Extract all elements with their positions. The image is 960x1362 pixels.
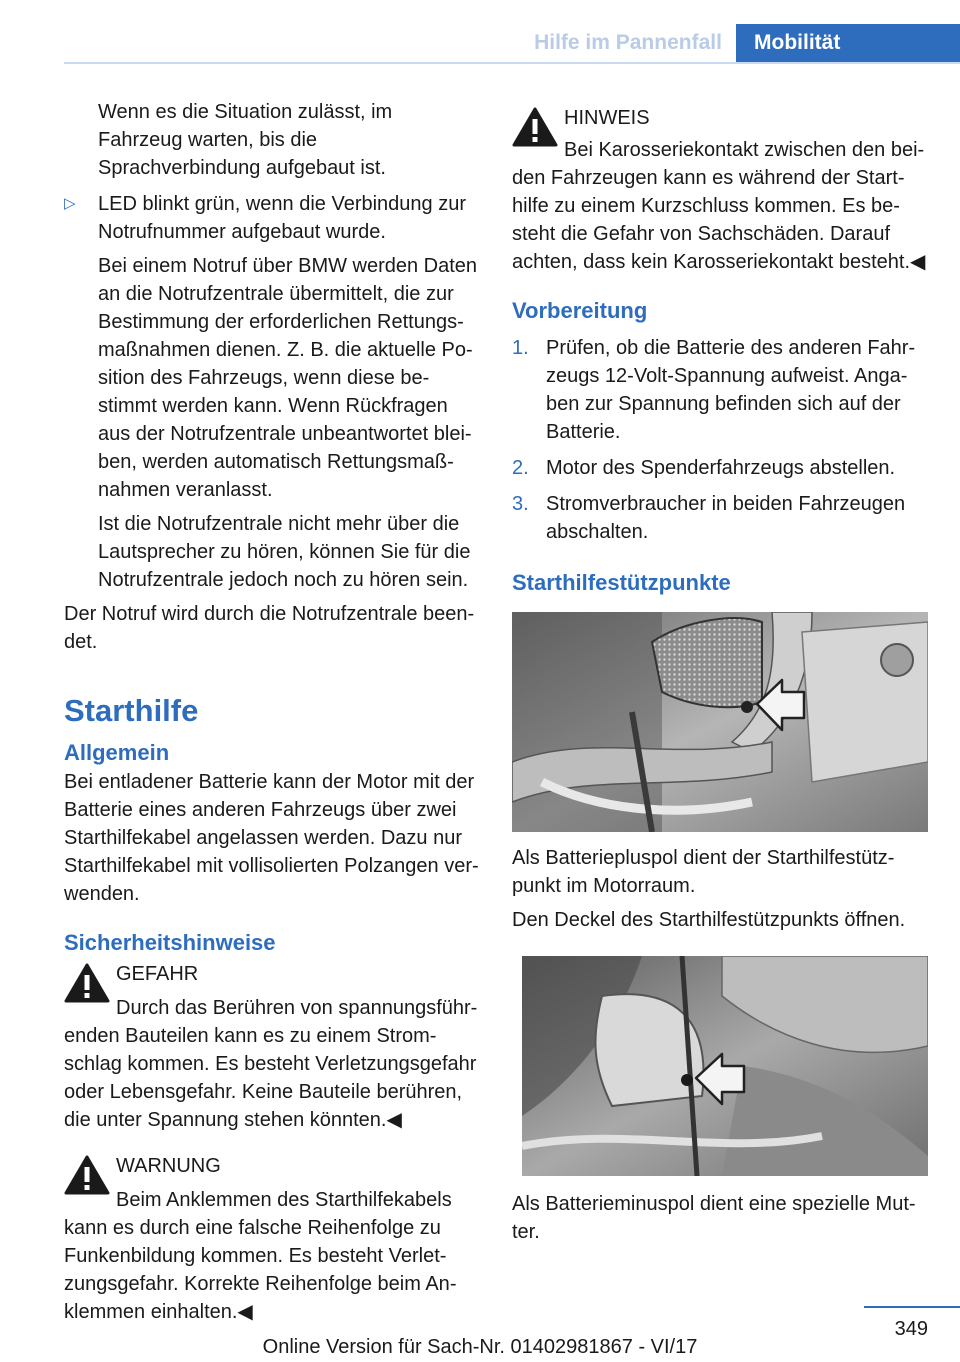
danger-text: Durch das Berühren von spannungsführenden Bauteilen kann es zu einem Stromschlag kommen. Es besteht Verletzungsgefahr oder Lebensgefahr. Keine Bauteile berühren, die unter Spannung stehen könnten.◀ [64,997,478,1131]
warning-triangle-icon [512,106,564,164]
section-heading-starthilfe: Starthilfe [64,693,199,728]
header-rule [64,62,960,64]
note-notice [512,104,928,276]
photo-caption-open-cover: Den Deckel des Starthilfestützpunkts öffnen. [512,909,906,931]
warning-triangle-icon [64,1154,116,1212]
warning-triangle-icon [64,962,116,1020]
note-text: Bei Karosseriekontakt zwischen den beiden Fahrzeugen kann es während der Starthilfe zu einem Kurzschluss kommen. Es besteht die Gefahr von Sachschäden. Darauf achten, dass kein Karosseriekontakt besteht.◀ [512,139,926,273]
list-item-text: LED blinkt grün, wenn die Verbindung zur Notrufnummer aufgebaut wurde. [98,193,467,243]
list-item-paragraph: Ist die Notrufzentrale nicht mehr über die Lautsprecher zu hören, können Sie für die Notrufzentrale jedoch noch zu hören sein. [98,513,471,591]
step-number: 1. [512,337,529,359]
step-text: Motor des Spenderfahrzeugs abstellen. [546,457,896,479]
paragraph: Der Notruf wird durch die Notrufzentrale beendet. [64,603,475,653]
paragraph-continued: Wenn es die Situation zulässt, im Fahrzeug warten, bis die Sprachverbindung aufgebaut ist. [98,101,393,179]
photo-caption-negative: Als Batterieminuspol dient eine spezielle Mutter. [512,1193,916,1243]
list-item [512,490,928,546]
danger-notice [64,960,480,1134]
danger-label: GEFAHR [116,963,199,985]
step-number: 2. [512,457,529,479]
list-item-paragraph: Bei einem Notruf über BMW werden Daten an die Notrufzentrale übermittelt, die zur Bestimmung der erforderlichen Rettungsmaßnahmen dienen. Z. B. die aktuelle Position des Fahrzeugs, wenn diese bestimmt werden kann. Wenn Rückfragen aus der Notrufzentrale unbeantwortet bleiben, werden automatisch Rettungsmaßnahmen veranlasst. [98,255,478,501]
list-item [512,454,928,482]
header-chapter-tab[interactable]: Mobilität [736,24,960,62]
subheading-preparation: Vorbereitung [512,298,648,323]
step-text: Stromverbraucher in beiden Fahrzeugen abschalten. [546,493,906,543]
warning-text: Beim Anklemmen des Starthilfekabels kann es durch eine falsche Reihenfolge zu Funkenbildung kommen. Es besteht Verletzungsgefahr. Korrekte Reihenfolge beim Anklemmen einhalten.◀ [64,1189,457,1323]
footer-rule [864,1306,960,1308]
list-item [512,334,928,446]
warning-notice [64,1152,480,1326]
header-section-tab[interactable]: Hilfe im Pannenfall [534,31,722,54]
step-number: 3. [512,493,529,515]
triangle-bullet-icon: ▷ [64,195,76,212]
page-number: 349 [894,1318,928,1340]
engine-bay-photo-positive [512,612,928,832]
paragraph-general: Bei entladener Batterie kann der Motor mit der Batterie eines anderen Fahrzeugs über zwei Starthilfekabel angelassen werden. Dazu nur Starthilfekabel mit vollisolierten Polzangen verwenden. [64,771,479,905]
left-column [64,98,480,1326]
online-version-note: Online Version für Sach-Nr. 01402981867 - VI/17 [262,1336,698,1358]
step-text: Prüfen, ob die Batterie des anderen Fahrzeugs 12-Volt-Spannung aufweist. Angaben zur Spannung befinden sich auf der Batterie. [546,337,916,443]
preparation-steps [512,334,928,546]
subheading-safety: Sicherheitshinweise [64,930,276,955]
list-item [64,190,480,594]
warning-label: WARNUNG [116,1155,221,1177]
right-column [512,104,928,1246]
subheading-jump-points: Starthilfestützpunkte [512,570,731,595]
note-label: HINWEIS [564,107,650,129]
subheading-general: Allgemein [64,740,170,765]
engine-bay-photo-negative [522,956,928,1176]
photo-caption-positive: Als Batteriepluspol dient der Starthilfestützpunkt im Motorraum. [512,847,895,897]
